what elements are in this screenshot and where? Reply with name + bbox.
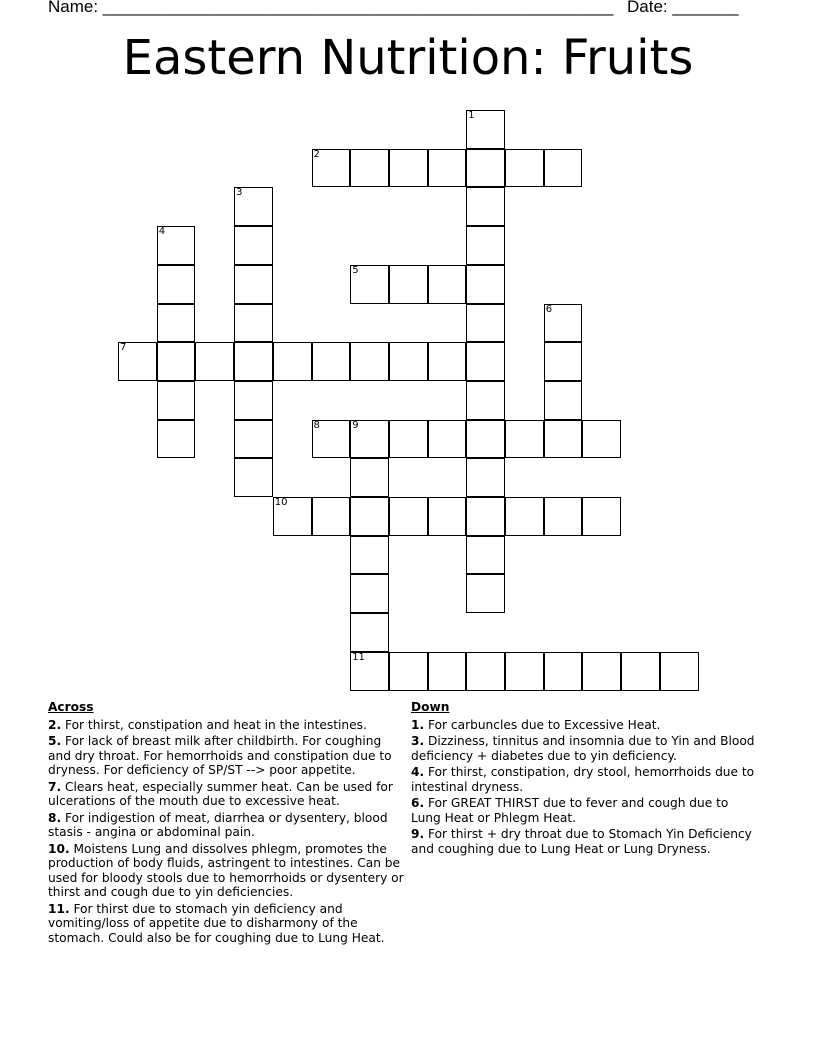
clue-text: For thirst, constipation, dry stool, hemorrhoids due to intestinal dryness.: [411, 765, 755, 794]
crossword-cell[interactable]: [157, 226, 196, 265]
crossword-cell[interactable]: [350, 652, 389, 691]
crossword-cell[interactable]: [582, 497, 621, 536]
crossword-cell[interactable]: [544, 342, 583, 381]
crossword-cell[interactable]: [157, 342, 196, 381]
crossword-cell[interactable]: [466, 458, 505, 497]
clue-item: [411, 718, 756, 733]
crossword-cell[interactable]: [505, 149, 544, 188]
cell-number: 10: [274, 497, 288, 508]
clue-item: [411, 827, 756, 856]
clue-item: [411, 796, 756, 825]
crossword-cell[interactable]: [234, 420, 273, 459]
crossword-cell[interactable]: [118, 342, 157, 381]
clue-text: For GREAT THIRST due to fever and cough due to Lung Heat or Phlegm Heat.: [411, 796, 729, 825]
down-heading: Down: [411, 700, 450, 714]
crossword-cell[interactable]: [312, 342, 351, 381]
crossword-cell[interactable]: [505, 420, 544, 459]
crossword-cell[interactable]: [350, 149, 389, 188]
clue-number: 2.: [48, 717, 62, 732]
crossword-cell[interactable]: [428, 652, 467, 691]
crossword-cell[interactable]: [466, 187, 505, 226]
clue-text: For thirst, constipation and heat in the intestines.: [65, 717, 367, 732]
crossword-cell[interactable]: [466, 304, 505, 343]
crossword-cell[interactable]: [273, 342, 312, 381]
clue-text: Dizziness, tinnitus and insomnia due to Yin and Blood deficiency + diabetes due to yin deficiency.: [411, 734, 755, 763]
crossword-cell[interactable]: [234, 381, 273, 420]
crossword-cell[interactable]: [466, 381, 505, 420]
clue-number: 4.: [411, 765, 425, 779]
clue-text: For indigestion of meat, diarrhea or dysentery, blood stasis - angina or abdominal pain.: [48, 810, 388, 839]
clue-number: 5.: [48, 734, 62, 748]
clue-item: [411, 734, 756, 763]
date-line[interactable]: Date: _______: [627, 0, 739, 16]
crossword-cell[interactable]: [466, 652, 505, 691]
crossword-cell[interactable]: [466, 536, 505, 575]
clue-text: Moistens Lung and dissolves phlegm, promotes the production of body fluids, astringent to intestines. Can be used for bloody stools due to hemorrhoids or dysentery or thirst and cough due to yin deficiencies.: [48, 841, 404, 899]
crossword-cell[interactable]: [350, 420, 389, 459]
clue-number: 3.: [411, 734, 425, 748]
clue-text: For lack of breast milk after childbirth. For coughing and dry throat. For hemorrhoids and constipation due to dryness. For deficiency of SP/ST --> poor appetite.: [48, 734, 392, 777]
crossword-cell[interactable]: [428, 420, 467, 459]
crossword-cell[interactable]: [312, 420, 351, 459]
down-clues: [411, 700, 756, 858]
clue-text: For carbuncles due to Excessive Heat.: [428, 717, 661, 732]
crossword-cell[interactable]: [621, 652, 660, 691]
cell-number: 7: [120, 342, 127, 354]
crossword-cell[interactable]: [195, 342, 234, 381]
crossword-cell[interactable]: [234, 187, 273, 226]
crossword-cell[interactable]: [544, 497, 583, 536]
crossword-cell[interactable]: [234, 458, 273, 497]
crossword-cell[interactable]: [544, 420, 583, 459]
clue-item: [48, 811, 404, 840]
crossword-cell[interactable]: [234, 226, 273, 265]
crossword-cell[interactable]: [466, 265, 505, 304]
clue-item: [48, 902, 404, 946]
crossword-cell[interactable]: [466, 110, 505, 149]
crossword-cell[interactable]: [428, 342, 467, 381]
crossword-cell[interactable]: [350, 342, 389, 381]
crossword-cell[interactable]: [505, 652, 544, 691]
crossword-cell[interactable]: [582, 652, 621, 691]
cell-number: 1: [468, 110, 475, 121]
crossword-cell[interactable]: [312, 497, 351, 536]
across-clue-list: [48, 718, 404, 946]
crossword-cell[interactable]: [350, 458, 389, 497]
crossword-cell[interactable]: [466, 226, 505, 265]
crossword-cell[interactable]: [544, 652, 583, 691]
crossword-cell[interactable]: [428, 497, 467, 536]
cell-number: 11: [352, 651, 365, 663]
crossword-cell[interactable]: [544, 149, 583, 188]
crossword-cell[interactable]: [234, 265, 273, 304]
crossword-cell[interactable]: [466, 420, 505, 459]
crossword-cell[interactable]: [312, 149, 351, 188]
clue-number: 6.: [411, 796, 425, 810]
clue-number: 11.: [48, 901, 70, 916]
crossword-cell[interactable]: [350, 536, 389, 575]
crossword-cell[interactable]: [466, 574, 505, 613]
cell-number: 3: [236, 187, 243, 199]
clue-number: 1.: [411, 717, 425, 732]
crossword-cell[interactable]: [389, 149, 428, 188]
cell-number: 9: [352, 419, 359, 431]
clue-text: For thirst + dry throat due to Stomach Yin Deficiency and coughing due to Lung Heat or Lung Dryness.: [411, 827, 752, 856]
crossword-cell[interactable]: [350, 497, 389, 536]
clue-item: [48, 718, 404, 733]
clue-number: 7.: [48, 779, 62, 794]
crossword-cell[interactable]: [234, 342, 273, 381]
crossword-cell[interactable]: [466, 342, 505, 381]
crossword-cell[interactable]: [428, 149, 467, 188]
clue-item: [48, 780, 404, 809]
clue-item: [411, 765, 756, 794]
clue-item: [48, 842, 404, 900]
across-clues: [48, 700, 404, 947]
clue-number: 10.: [48, 841, 70, 856]
cell-number: 6: [545, 303, 553, 315]
crossword-cell[interactable]: [157, 304, 196, 343]
clue-text: Clears heat, especially summer heat. Can be used for ulcerations of the mouth due to excessive heat.: [48, 779, 393, 808]
crossword-cell[interactable]: [505, 497, 544, 536]
page-title: Eastern Nutrition: Fruits: [122, 30, 694, 86]
crossword-cell[interactable]: [389, 342, 428, 381]
crossword-cell[interactable]: [389, 497, 428, 536]
crossword-cell[interactable]: [544, 381, 583, 420]
crossword-cell[interactable]: [660, 652, 699, 691]
cell-number: 2: [313, 148, 320, 160]
crossword-cell[interactable]: [350, 613, 389, 652]
crossword-cell[interactable]: [466, 497, 505, 536]
crossword-cell[interactable]: [350, 574, 389, 613]
crossword-cell[interactable]: [582, 420, 621, 459]
clue-text: For thirst due to stomach yin deficiency and vomiting/loss of appetite due to disharmony of the stomach. Could also be for coughing due to Lung Heat.: [48, 901, 385, 945]
clue-number: 9.: [411, 827, 425, 841]
across-heading: Across: [48, 700, 94, 714]
cell-number: 8: [313, 419, 320, 431]
name-line[interactable]: Name: ______________________________________________________: [48, 0, 614, 16]
crossword-cell[interactable]: [234, 304, 273, 343]
crossword-cell[interactable]: [389, 265, 428, 304]
crossword-cell[interactable]: [428, 265, 467, 304]
cell-number: 4: [158, 226, 166, 238]
crossword-cell[interactable]: [350, 265, 389, 304]
crossword-cell[interactable]: [157, 265, 196, 304]
crossword-cell[interactable]: [157, 420, 196, 459]
cell-number: 5: [352, 264, 359, 276]
crossword-cell[interactable]: [389, 652, 428, 691]
crossword-cell[interactable]: [389, 420, 428, 459]
crossword-cell[interactable]: [273, 497, 312, 536]
clue-item: [48, 734, 404, 778]
down-clue-list: [411, 718, 756, 857]
crossword-cell[interactable]: [544, 304, 583, 343]
clue-number: 8.: [48, 810, 62, 825]
crossword-cell[interactable]: [466, 149, 505, 188]
crossword-cell[interactable]: [157, 381, 196, 420]
